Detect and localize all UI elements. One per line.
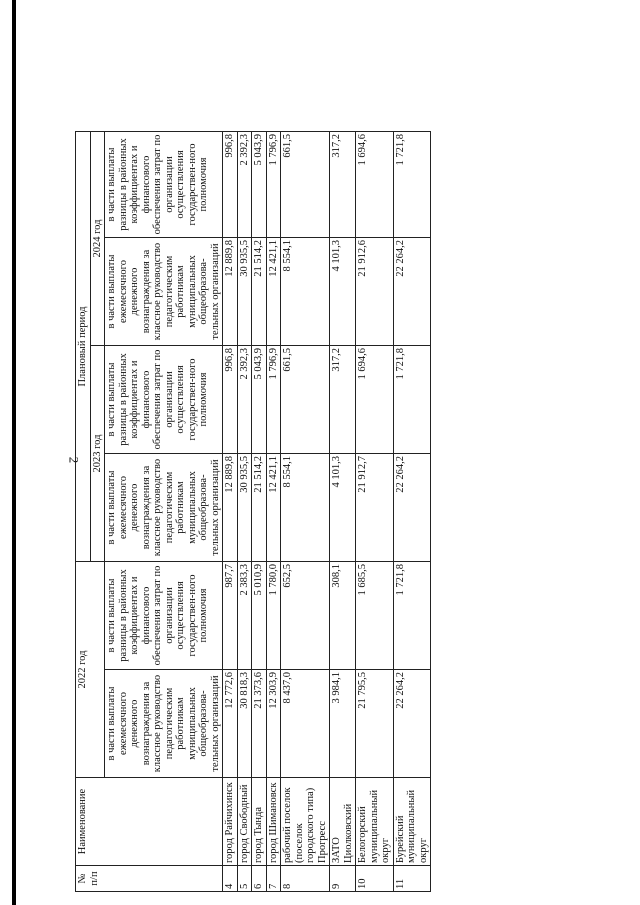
value-2022-monthly: 12 772,6 xyxy=(223,670,238,778)
row-name: рабочий поселок (поселок городского типа) Прогресс xyxy=(281,778,330,866)
subheader-diff: в части выплаты разницы в районных коэффициентах и финансового обеспечения затрат по организации осуществления государствен-ного полномочия xyxy=(105,346,223,454)
value-2022-monthly: 22 264,2 xyxy=(393,670,431,778)
value-2024-monthly: 22 264,2 xyxy=(393,238,431,346)
row-number: 10 xyxy=(356,866,394,892)
value-2024-monthly: 8 554,1 xyxy=(281,238,330,346)
value-2022-monthly: 21 795,5 xyxy=(356,670,394,778)
header-num: № п/п xyxy=(76,866,223,892)
value-2023-monthly: 30 935,5 xyxy=(237,454,252,562)
value-2023-diff: 1 721,8 xyxy=(393,346,431,454)
row-number: 8 xyxy=(281,866,330,892)
value-2024-diff: 1 796,9 xyxy=(266,132,281,238)
value-2022-diff: 1 685,5 xyxy=(356,562,394,670)
header-2023: 2023 год xyxy=(90,346,105,562)
row-name: город Тында xyxy=(252,778,267,866)
value-2022-diff: 308,1 xyxy=(330,562,356,670)
value-2023-monthly: 22 264,2 xyxy=(393,454,431,562)
value-2024-monthly: 30 935,5 xyxy=(237,238,252,346)
value-2023-diff: 661,5 xyxy=(281,346,330,454)
table-row xyxy=(281,132,330,892)
value-2022-monthly: 30 818,3 xyxy=(237,670,252,778)
value-2024-monthly: 4 101,3 xyxy=(330,238,356,346)
value-2023-monthly: 8 554,1 xyxy=(281,454,330,562)
table-row xyxy=(266,132,281,892)
subheader-monthly: в части выплаты ежемесячного денежного вознаграждения за классное руководство педагогическим работникам муниципальных общеобразова-тельных организаций xyxy=(105,670,223,778)
table-row xyxy=(330,132,356,892)
header-name: Наименование xyxy=(76,778,223,866)
value-2023-monthly: 21 514,2 xyxy=(252,454,267,562)
value-2022-monthly: 12 303,9 xyxy=(266,670,281,778)
table-row xyxy=(237,132,252,892)
row-name: город Свободный xyxy=(237,778,252,866)
value-2022-diff: 1 780,0 xyxy=(266,562,281,670)
value-2022-diff: 987,7 xyxy=(223,562,238,670)
value-2022-monthly: 3 984,1 xyxy=(330,670,356,778)
value-2023-diff: 1 796,9 xyxy=(266,346,281,454)
subheader-diff: в части выплаты разницы в районных коэффициентах и финансового обеспечения затрат по организации осуществления государствен-ного полномочия xyxy=(105,132,223,238)
value-2023-monthly: 12 889,8 xyxy=(223,454,238,562)
table-row xyxy=(393,132,431,892)
table-body xyxy=(223,132,431,892)
value-2023-monthly: 4 101,3 xyxy=(330,454,356,562)
value-2024-diff: 5 043,9 xyxy=(252,132,267,238)
value-2024-monthly: 21 912,6 xyxy=(356,238,394,346)
row-number: 11 xyxy=(393,866,431,892)
value-2022-diff: 5 010,9 xyxy=(252,562,267,670)
subheader-diff: в части выплаты разницы в районных коэффициентах и финансового обеспечения затрат по организации осуществления государствен-ного полномочия xyxy=(105,562,223,670)
row-number: 5 xyxy=(237,866,252,892)
page-edge-bar xyxy=(12,0,16,905)
row-name: Белогорский муниципальный округ xyxy=(356,778,394,866)
table-row xyxy=(252,132,267,892)
budget-table xyxy=(75,131,431,892)
value-2024-diff: 1 721,8 xyxy=(393,132,431,238)
header-2022: 2022 год xyxy=(76,562,105,778)
value-2023-monthly: 12 421,1 xyxy=(266,454,281,562)
row-number: 6 xyxy=(252,866,267,892)
row-name: Бурейский муниципальный округ xyxy=(393,778,431,866)
value-2022-diff: 652,5 xyxy=(281,562,330,670)
value-2022-diff: 2 383,3 xyxy=(237,562,252,670)
row-name: город Райчихинск xyxy=(223,778,238,866)
value-2023-diff: 317,2 xyxy=(330,346,356,454)
value-2024-diff: 996,8 xyxy=(223,132,238,238)
row-number: 9 xyxy=(330,866,356,892)
subheader-monthly: в части выплаты ежемесячного денежного вознаграждения за классное руководство педагогическим работникам муниципальных общеобразова-тельных организаций xyxy=(105,238,223,346)
row-name: ЗАТО Циолковский xyxy=(330,778,356,866)
header-2024: 2024 год xyxy=(90,132,105,346)
value-2023-diff: 996,8 xyxy=(223,346,238,454)
value-2024-monthly: 21 514,2 xyxy=(252,238,267,346)
value-2024-diff: 317,2 xyxy=(330,132,356,238)
value-2022-monthly: 21 373,6 xyxy=(252,670,267,778)
value-2024-diff: 661,5 xyxy=(281,132,330,238)
value-2024-monthly: 12 889,8 xyxy=(223,238,238,346)
value-2024-diff: 1 694,6 xyxy=(356,132,394,238)
value-2024-diff: 2 392,3 xyxy=(237,132,252,238)
value-2022-monthly: 8 437,0 xyxy=(281,670,330,778)
table-row xyxy=(356,132,394,892)
row-number: 7 xyxy=(266,866,281,892)
rotated-table-container xyxy=(75,132,525,892)
value-2024-monthly: 12 421,1 xyxy=(266,238,281,346)
value-2022-diff: 1 721,8 xyxy=(393,562,431,670)
row-name: город Шимановск xyxy=(266,778,281,866)
table-row xyxy=(223,132,238,892)
header-planned: Плановый период xyxy=(76,132,91,562)
value-2023-diff: 2 392,3 xyxy=(237,346,252,454)
value-2023-diff: 5 043,9 xyxy=(252,346,267,454)
row-number: 4 xyxy=(223,866,238,892)
page-number: 2 xyxy=(66,456,82,464)
subheader-monthly: в части выплаты ежемесячного денежного вознаграждения за классное руководство педагогическим работникам муниципальных общеобразова-тельных организаций xyxy=(105,454,223,562)
value-2023-monthly: 21 912,7 xyxy=(356,454,394,562)
value-2023-diff: 1 694,6 xyxy=(356,346,394,454)
